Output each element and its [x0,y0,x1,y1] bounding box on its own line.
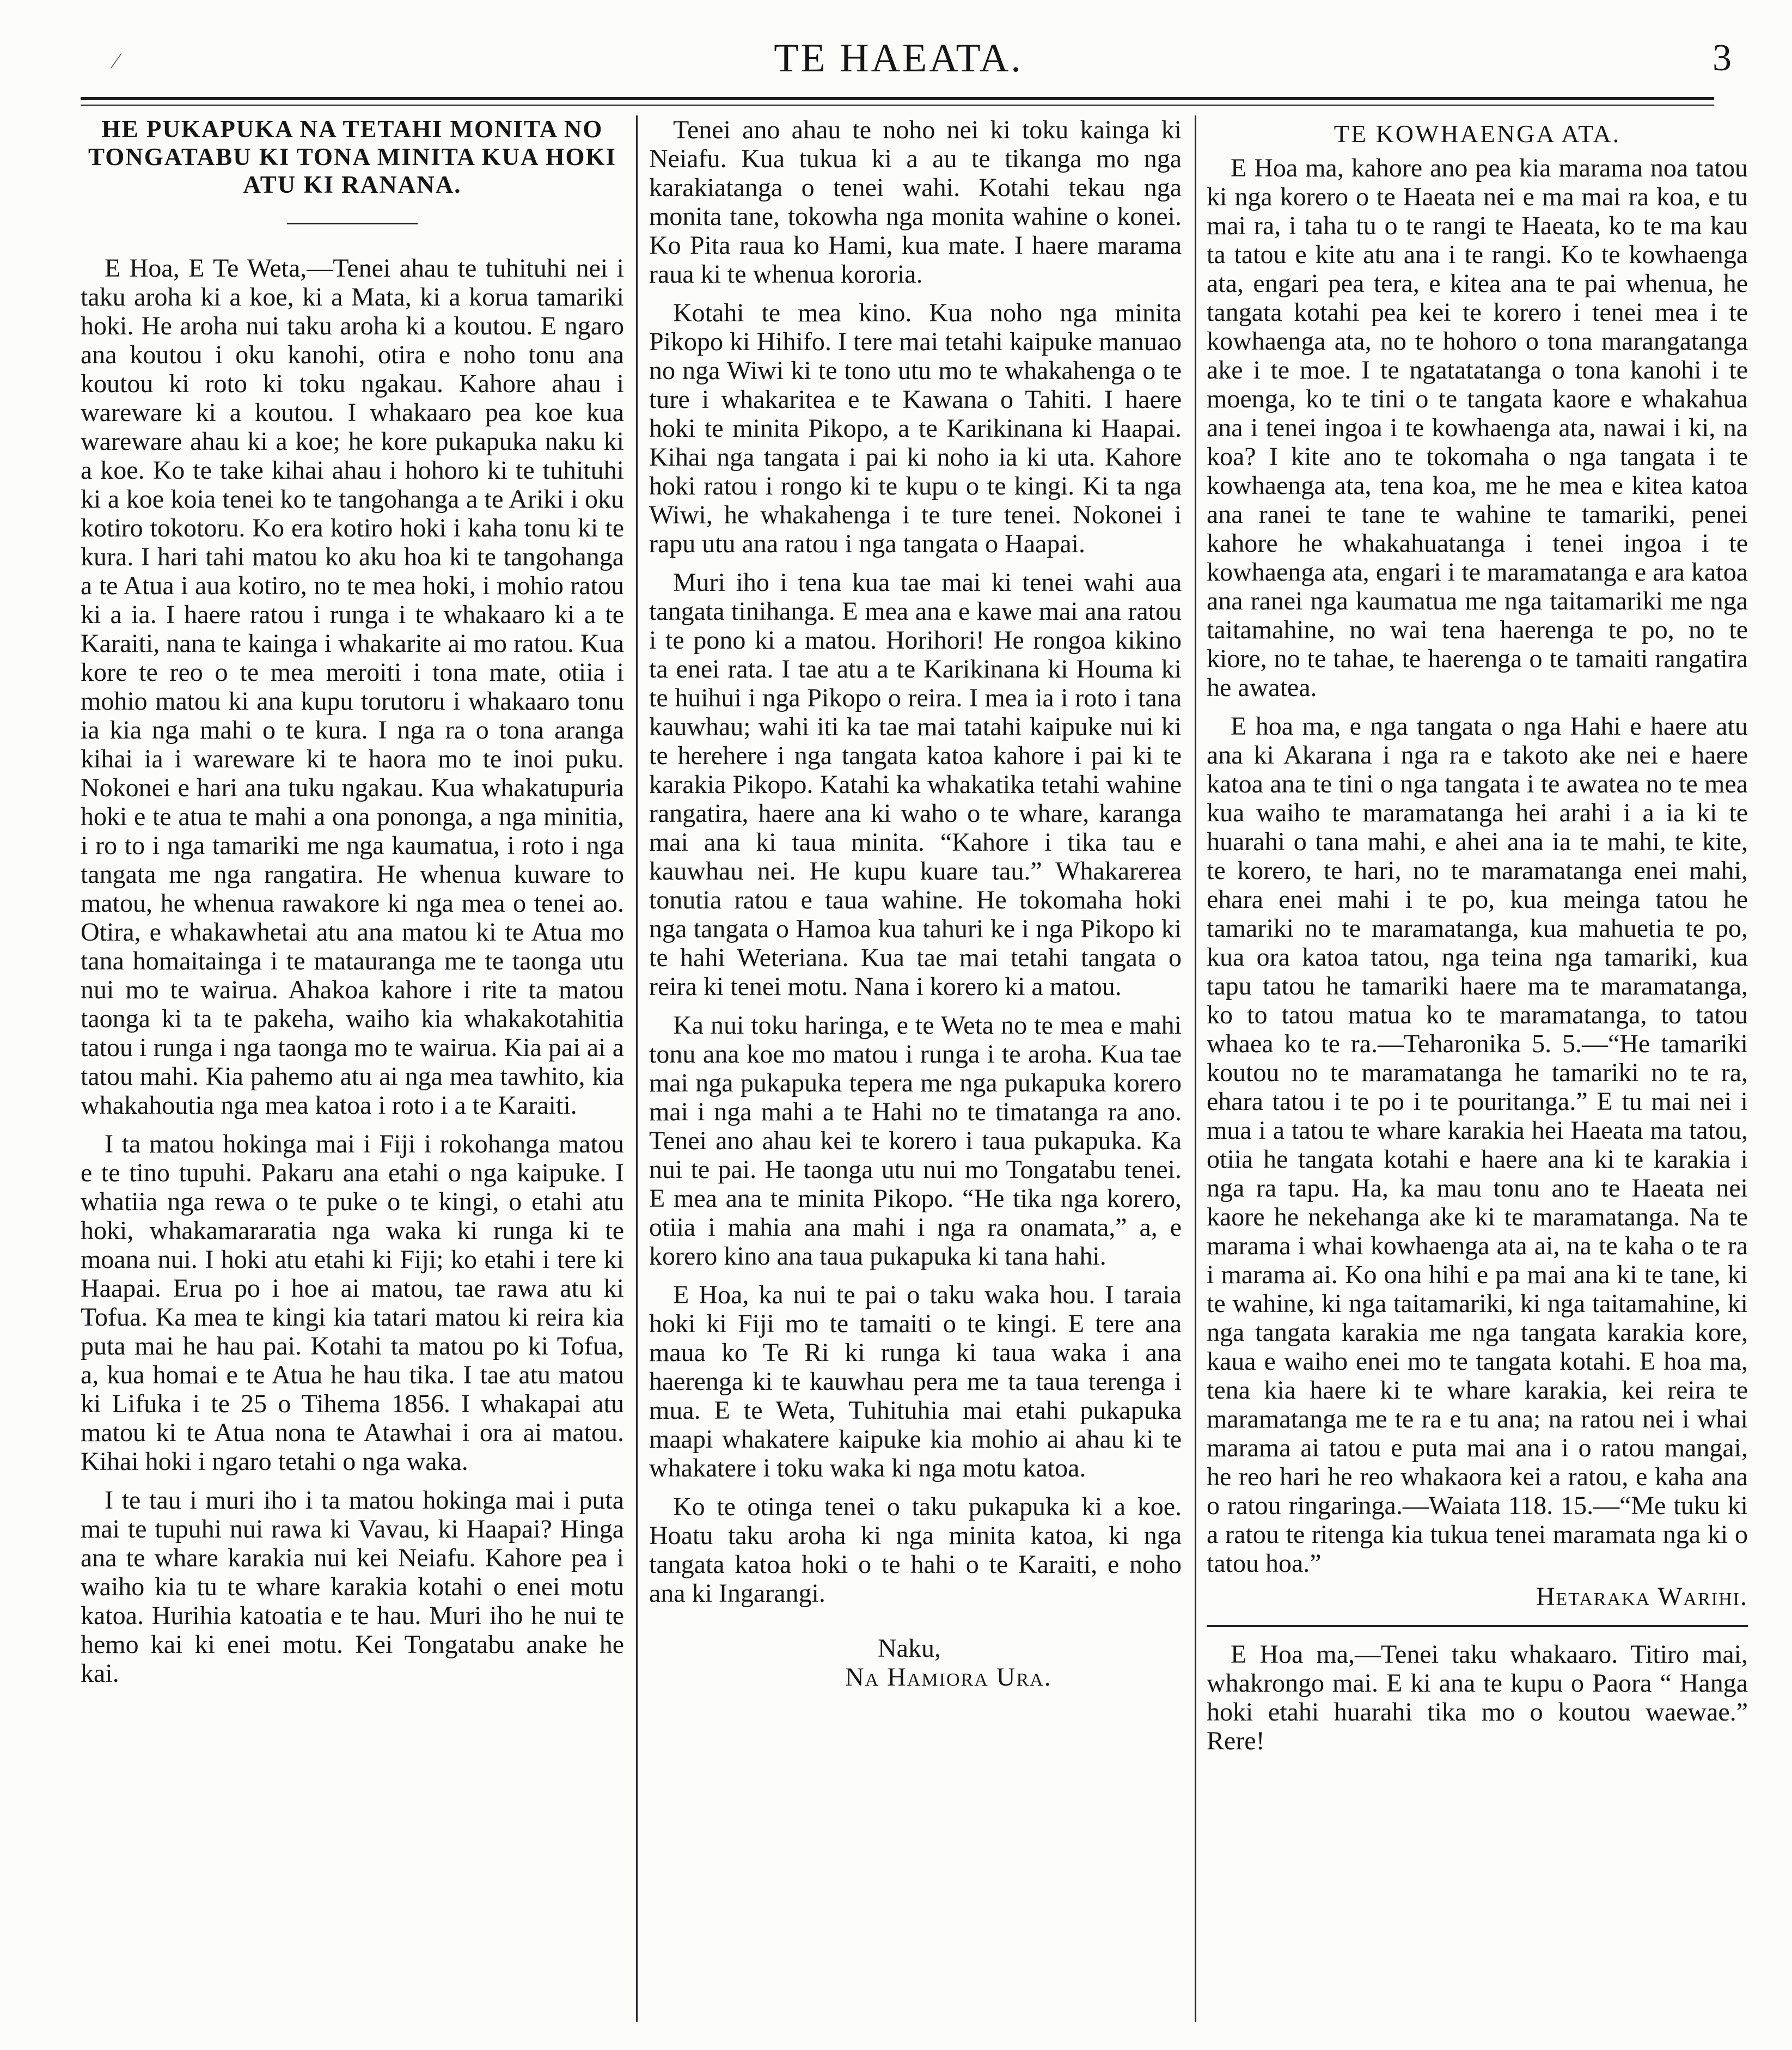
column-one-paragraph: E Hoa, E Te Weta,—Tenei ahau te tuhituhi nei i taku aroha ki a koe, ki a Mata, ki a korua tamariki hoki. He aroha nui taku aroha ki a koutou. E ngaro ana koutou i oku kanohi, otira e noho tonu ana koutou ki roto ki toku ngakau. Kahore ahau i wareware ki a koutou. I whakaaro pea koe kua wareware ahau ki a koe; he kore pukapuka naku ki a koe. Ko te take kihai ahau i hohoro ki te tuhituhi ki a koe koia tenei ko te tangohanga a te Ariki i oku kotiro tokotoru. Ko era kotiro hoki i kaha tonu ki te kura. I hari tahi matou ko aku hoa ki te tangohanga a te Atua i aua kotiro, no te mea hoki, i mohio ratou ki a ia. I haere ratou i runga i te whakaaro ki a te Karaiti, nana te kainga i whakarite ai mo ratou. Kua kore te reo o te mea meroiti i tona mate, otiia i mohio matou ki ana kupu torutoru i whakaaro tonu ia kia nga mahi o te kura. I nga ra o tona aranga kihai ia i wareware ki te haora mo te inoi puku. Nokonei e hari ana tuku ngakau. Kua whakatupuria hoki e te atua te mahi a ona pononga, a nga minitia, i ro to i nga tamariki me nga kaumatua, i roto i nga tangata me nga rangatira. He whenua kuware to matou, he whenua rawakore ki nga mea o tenei ao. Otira, e whakawhetai atu ana matou ki te Atua mo tana homaitainga i te matauranga me te taonga utu nui mo te wairua. Ahakoa kahore i rite ta matou taonga ki ta te pakeha, waiho kia whakakotahitia tatou i runga i nga taonga mo te wairua. Kia pai ai a tatou mahi. Kia pahemo atu ai nga mea tawhito, kia whakahoutia nga mea katoa i roto i a te Karaiti. [81,254,624,1120]
column-three-signature: Hetaraka Warihi. [1536,1582,1748,1611]
column-three-letter: E Hoa ma,—Tenei taku whakaaro. Titiro mai, whakrongo mai. E ki ana te kupu o Paora “ Hanga hoki etahi huarahi tika mo o koutou waewae.” Rere! [1207,1640,1748,1755]
column-two-paragraph: Muri iho i tena kua tae mai ki tenei wahi aua tangata tinihanga. E mea ana e kawe mai ana ratou i te pono ki a matou. Horihori! He rongoa kikino ta enei rata. I tae atu a te Karikinana ki Houma ki te huihui i nga Pikopo o reira. I mea ia i roto i tana kauwhau; wahi iti ka tae mai tatahi kaipuke nui ki te herehere i nga tangata katoa kahore i pai ki te karakia Pikopo. Katahi ka whakatika tetahi wahine rangatira, haere ana ki waho o te whare, karanga mai ana ki taua minita. “Kahore i tika tau e kauwhau nei. He kupu kuare tau.” Whakarerea tonutia ratou e taua wahine. He tokomaha hoki nga tangata o Hamoa kua tahuri ke i nga Pikopo ki te hahi Weteriana. Kua tae mai tetahi tangata o reira ki tenei motu. Nana i korero ki a matou. [649,568,1182,1001]
column-divider-right [1195,115,1196,2022]
column-two-paragraph: Tenei ano ahau te noho nei ki toku kainga ki Neiafu. Kua tukua ki a au te tikanga mo nga karakiatanga o tenei wahi. Kotahi tekau nga monita tane, tokowha nga monita wahine o konei. Ko Pita raua ko Hami, kua mate. I haere marama raua ki te whenua kororia. [649,115,1182,289]
masthead-title: TE HAEATA. [774,36,1023,81]
column-three-heading: TE KOWHAENGA ATA. [1334,120,1621,148]
column-two-paragraph: E Hoa, ka nui te pai o taku waka hou. I taraia hoki ki Fiji mo te tamaiti o te kingi. E tere ana maua ko Te Ri ki runga ki taua waka i ana haerenga ki te kauwhau pera me ta taua terenga i mua. E te Weta, Tuhituhia mai etahi pukapuka maapi whakatere kaipuke kia mohio ai ahau ki te whakatere i toku waka ki nga motu katoa. [649,1280,1182,1482]
column-three [1207,115,1748,1755]
column-one-paragraph: I ta matou hokinga mai i Fiji i rokohanga matou e te tino tupuhi. Pakaru ana etahi o nga kaipuke. I whatiia nga rewa o te puke o te kingi, o etahi atu hoki, whakamararatia nga waka ki runga ki te moana nui. I hoki atu etahi ki Fiji; ko etahi i tere ki Haapai. Erua po i hoe ai matou, tae rawa atu ki Tofua. Ka mea te kingi kia tatari matou ki reira kia puta mai he hau pai. Kotahi ta matou po ki Tofua, a, kua homai e te Atua he hau tika. I tae atu matou ki Lifuka i te 25 o Tihema 1856. I whakapai atu matou ki te Atua nona te Atawhai i ora ai matou. Kihai hoki i ngaro tetahi o nga waka. [81,1130,624,1476]
column-divider-left [636,115,638,2022]
header-rule-thick [81,97,1714,100]
heading-rule [287,223,418,224]
header-rule-thin [81,105,1714,106]
column-two [649,115,1182,1692]
column-two-paragraph: Ka nui toku haringa, e te Weta no te mea e mahi tonu ana koe mo matou i runga i te aroha. Kua tae mai nga pukapuka tepera me nga pukapuka korero mai i nga mahi a te Hahi no te timatanga ra ano. Tenei ano ahau kei te korero i taua pukapuka. Ka nui te pai. He taonga utu nui mo Tongatabu tenei. E mea ana te minita Pikopo. “He tika nga korero, otiia i mahia ana mahi i nga ra onamata,” a, e korero kino ana taua pukapuka ki tana hahi. [649,1011,1182,1271]
column-two-paragraph: Ko te otinga tenei o taku pukapuka ki a koe. Hoatu taku aroha ki nga minita katoa, ki nga tangata katoa hoki o te hahi o te Karaiti, e noho ana ki Ingarangi. [649,1492,1182,1608]
column-three-paragraph: E Hoa ma, kahore ano pea kia marama noa tatou ki nga korero o te Haeata nei e ma mai ra koa, e tu mai ra, i taha tu o te rangi te Haeata, ko te ma kau ta tatou e kite atu ana i te rangi. Ko te kowhaenga ata, engari pea tera, e kitea ana te pai whenua, he tangata kotahi pea kei te korero i tenei mea i te kowhaenga ata, no te hohoro o tona marangatanga ake i te moe. I te ngatatatanga o tona kanohi i te moenga, ko te tini o te tangata kaore e whakahua ana i tenei ingoa i te kowhaenga ata, nawai i ki, na koa? I kite ano te tokomaha o nga tangata i te kowhaenga ata, tena koa, me he mea e kitea katoa ana ranei te tane te wahine te tamariki, penei kahore he whakahuatanga i tenei ingoa i te kowhaenga ata, engari i te maramatanga e ara katoa ana ranei nga kaumatua me nga taitamariki me nga taitamahine, no wai tena haerenga te po, no te kiore, no te tahae, te haerenga o te tamaiti rangatira he awatea. [1207,154,1748,702]
column-two-paragraph: Kotahi te mea kino. Kua noho nga minita Pikopo ki Hihifo. I tere mai tetahi kaipuke manuao no nga Wiwi ki te tono utu mo te whakahenga o te ture i whakaritea e te Kawana o Tahiti. I haere hoki te minita Pikopo, a te Karikinana ki Haapai. Kihai nga tangata i pai ki noho ia ki uta. Kahore hoki ratou i rongo ki te kupu o te kingi. Ki ta nga Wiwi, he whakahenga i te ture tenei. Nokonei i rapu utu ana ratou i nga tangata o Haapai. [649,298,1182,558]
section-rule [1207,1625,1748,1627]
closing-salutation: Naku, [878,1634,941,1663]
column-one-heading: HE PUKAPUKA NA TETAHI MONITA NO TONGATABU KI TONA MINITA KUA HOKI ATU KI RANANA. [88,115,616,198]
column-one [81,115,624,1688]
page-number: 3 [1713,37,1732,79]
column-one-paragraph: I te tau i muri iho i ta matou hokinga mai i puta mai te tupuhi nui rawa ki Vavau, ki Haapai? Hinga ana te whare karakia nui kei Neiafu. Kahore pea i waiho kia tu te whare karakia kotahi o enei motu katoa. Hurihia katoatia e te hau. Muri iho he nui te hemo kai ki enei motu. Kei Tongatabu anake he kai. [81,1486,624,1688]
corner-mark: ⁄ [114,48,118,73]
closing-signature: Na Hamiora Ura. [845,1663,1052,1692]
column-three-paragraph: E hoa ma, e nga tangata o nga Hahi e haere atu ana ki Akarana i nga ra e takoto ake nei e haere katoa ana te tini o nga tangata i te awatea no te mea kua waiho te maramatanga hei arahi i a ia ki te huarahi o tana mahi, e ahei ana ia te mahi, te kite, te korero, te hari, no te maramatanga enei mahi, ehara enei mahi i te po, kua meinga tatou he tamariki no te maramatanga, kua mahuetia te po, kua ora katoa tatou, nga teina nga tamariki, kua tapu tatou he tamariki haere ma te maramatanga, ko to tatou matua ko te maramatanga, to tatou whaea ko te ra.—Teharonika 5. 5.—“He tamariki koutou no te maramatanga he tamariki no te ra, ehara tatou i te po i te pouritanga.” E tu mai nei i mua i a tatou te whare karakia hei Haeata ma tatou, otiia he tangata kotahi e haere ana ki te karakia i nga ra tapu. Ha, ka mau tonu ano te Haeata nei kaore he nekehanga ake ki te maramatanga. Na te marama i whai kowhaenga ata ai, na te kaha o te ra i marama ai. Ko ona hihi e pa mai ana ki te tane, ki te wahine, ki nga taitamariki, ki nga taitamahine, ki nga tangata karakia me nga tangata karakia kore, kaua e waiho enei mo te tangata kotahi. E hoa ma, tena kia haere ki te whare karakia, kei reira te maramatanga me te ra e tu ana; na ratou nei i whai marama ai tatou e puta mai ana i o ratou mangai, he reo hari he reo whakaora kei a ratou, e kaha ana o ratou ringaringa.—Waiata 118. 15.—“Me tuku ki a ratou te ritenga kia tukua tenei maramata nga ki o tatou hoa.” [1207,712,1748,1578]
letter-closing [649,1634,1182,1692]
